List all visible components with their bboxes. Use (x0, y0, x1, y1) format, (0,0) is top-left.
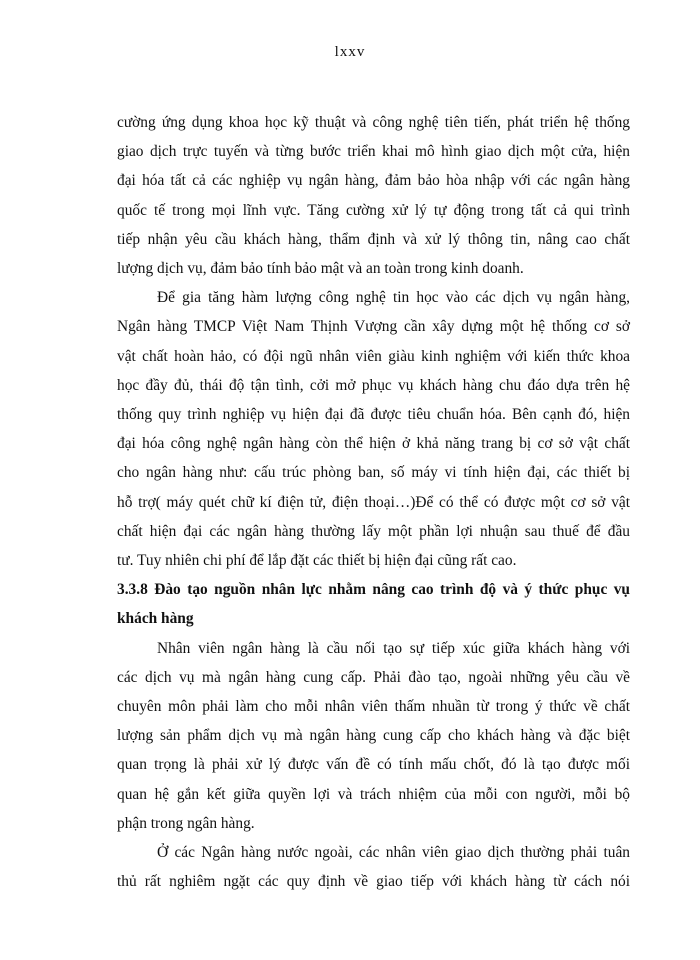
page-number: lxxv (334, 44, 366, 60)
text-line: Để gia tăng hàm lượng công nghệ tin học vào các dịch vụ ngân hàng, (157, 289, 630, 307)
text-line: các dịch vụ mà ngân hàng cung cấp. Phải đào tạo, ngoài những yêu cầu về (117, 668, 630, 686)
text-line: Nhân viên ngân hàng là cầu nối tạo sự tiếp xúc giữa khách hàng với (157, 639, 630, 657)
paragraph-continuation (117, 108, 630, 283)
section-heading (117, 575, 630, 633)
text-line: thủ rất nghiêm ngặt các quy định về giao tiếp với khách hàng từ cách nói (117, 873, 630, 891)
text-line: lượng dịch vụ, đảm bảo tính bảo mật và an toàn trong kinh doanh. (117, 260, 524, 278)
text-line: hỗ trợ( máy quét chữ kí điện tử, điện thoại…)Để có thể có được một cơ sở vật (117, 493, 630, 511)
paragraph-technology (117, 283, 630, 575)
text-line: vật chất hoàn hảo, có đội ngũ nhân viên giàu kinh nghiệm với kiến thức khoa (117, 347, 630, 365)
text-line: học đầy đủ, thái độ tận tình, cởi mở phục vụ khách hàng chu đáo dựa trên hệ (117, 376, 630, 394)
text-line: Ngân hàng TMCP Việt Nam Thịnh Vượng cần xây dựng một hệ thống cơ sở (117, 318, 630, 336)
text-line: lượng sản phẩm dịch vụ mà ngân hàng cung cấp cho khách hàng và đặc biệt (117, 727, 630, 745)
text-line: cho ngân hàng như: cấu trúc phòng ban, số máy vi tính hiện đại, các thiết bị (117, 464, 630, 482)
text-line: quan hệ gắn kết giữa quyền lợi và trách nhiệm của mỗi con người, mỗi bộ (117, 785, 630, 803)
text-line: quan trọng là phải xử lý được vấn đề có tính mấu chốt, đó là tạo được mối (117, 756, 630, 774)
text-line: cường ứng dụng khoa học kỹ thuật và công nghệ tiên tiến, phát triển hệ thống (117, 114, 630, 131)
heading-line: khách hàng (117, 610, 194, 628)
text-line: đại hóa công nghệ ngân hàng còn thể hiện ở khả năng trang bị cơ sở vật chất (117, 435, 630, 453)
paragraph-foreign-banks (117, 838, 630, 896)
text-line: đại hóa tất cả các nghiệp vụ ngân hàng, đảm bảo hòa nhập với các ngân hàng (117, 172, 630, 190)
text-line: chất hiện đại các ngân hàng thường lấy một phần lợi nhuận sau thuế để đầu (117, 522, 630, 540)
heading-line: 3.3.8 Đào tạo nguồn nhân lực nhằm nâng cao trình độ và ý thức phục vụ (117, 581, 630, 599)
text-line: tiếp nhận yêu cầu khách hàng, thẩm định và xử lý thông tin, nâng cao chất (117, 230, 630, 248)
paragraph-staff (117, 634, 630, 838)
text-line: thống quy trình nghiệp vụ hiện đại đã được tiêu chuẩn hóa. Bên cạnh đó, hiện (117, 406, 630, 424)
text-line: phận trong ngân hàng. (117, 814, 255, 832)
text-line: Ở các Ngân hàng nước ngoài, các nhân viên giao dịch thường phải tuân (157, 844, 630, 862)
text-line: chuyên môn phải làm cho mỗi nhân viên thấm nhuần từ trong ý thức về chất (117, 698, 630, 716)
text-line: tư. Tuy nhiên chi phí để lắp đặt các thiết bị hiện đại cũng rất cao. (117, 552, 517, 570)
body-text (117, 108, 630, 896)
text-line: giao dịch trực tuyến và từng bước triển khai mô hình giao dịch một cửa, hiện (117, 143, 630, 161)
text-line: quốc tế trong mọi lĩnh vực. Tăng cường xử lý tự động trong tất cả qui trình (117, 201, 630, 219)
